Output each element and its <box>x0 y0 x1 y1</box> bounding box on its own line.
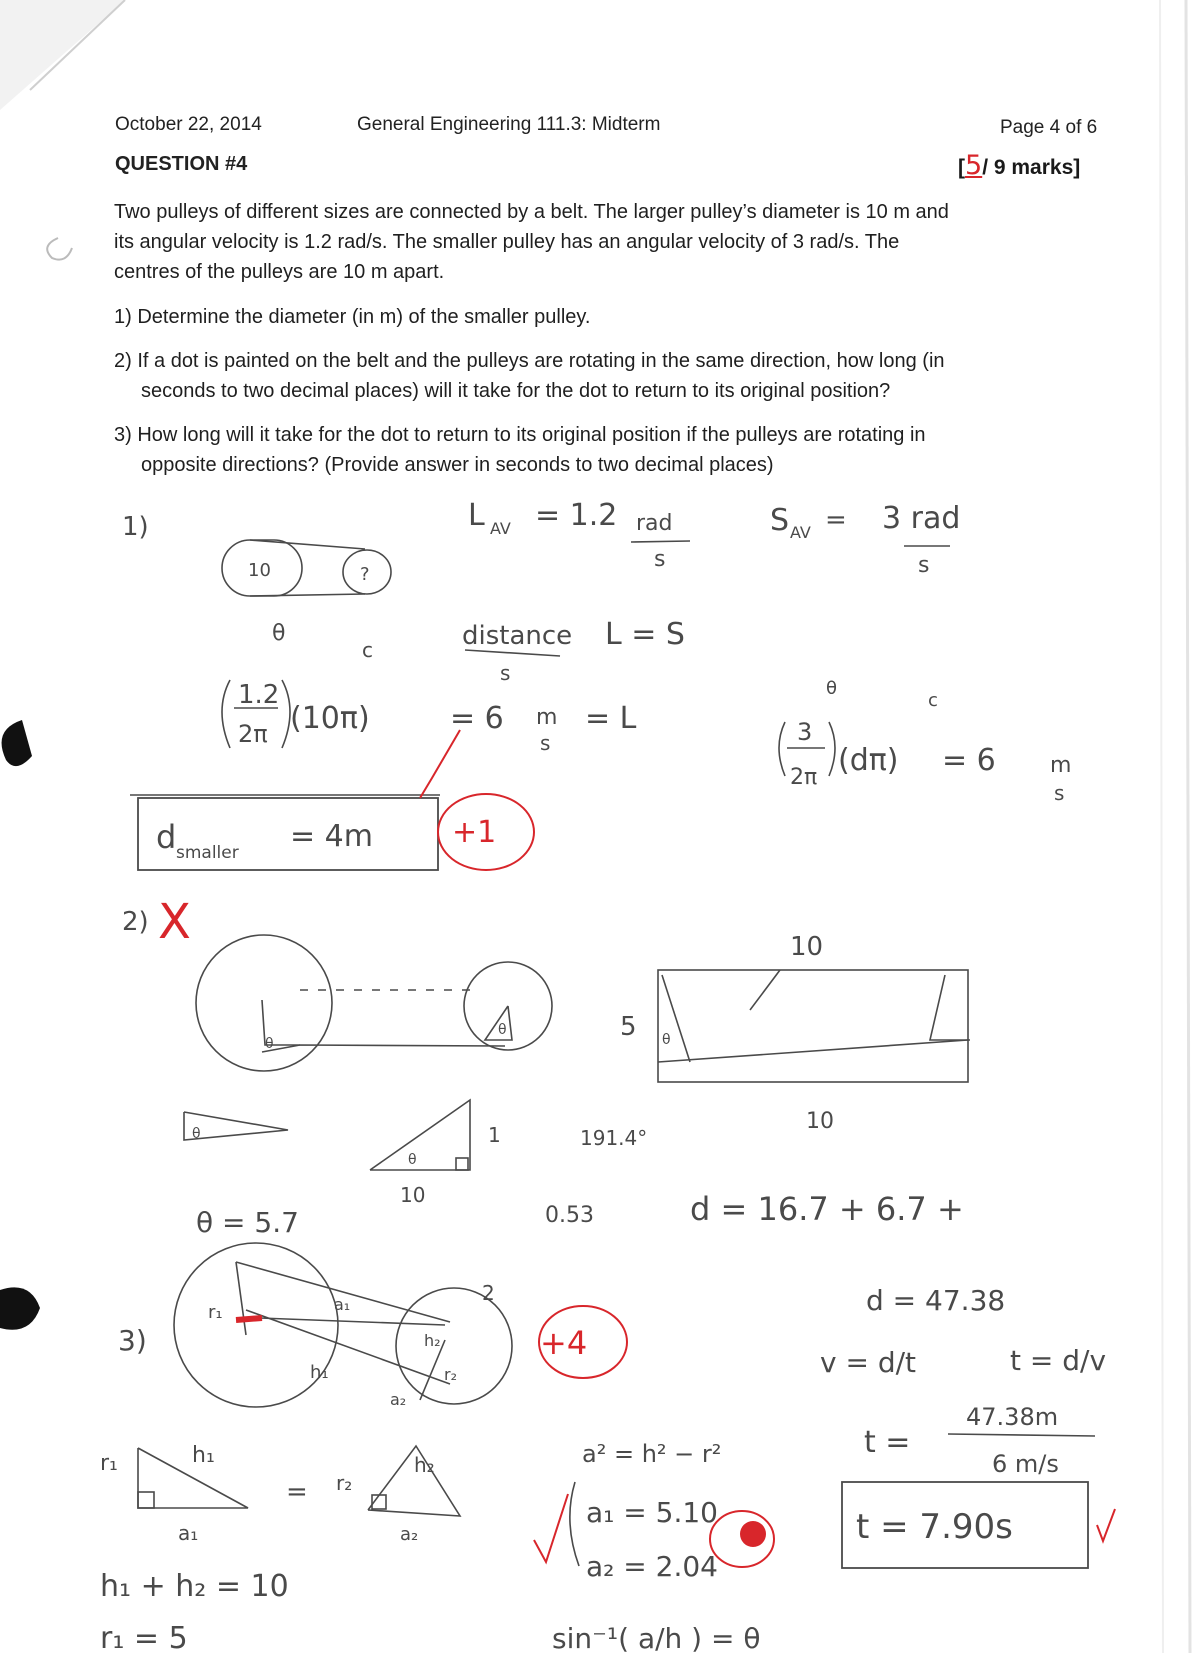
fraction2-multiplier: (dπ) <box>838 743 899 778</box>
distance-equation: L = S <box>605 617 685 652</box>
lav-equation: = 1.2 <box>535 498 618 533</box>
theta-label-1: θ <box>272 621 286 646</box>
marks-open: [ <box>958 156 965 179</box>
triangle-equals: = <box>286 1477 308 1507</box>
theta-small-4: θ <box>192 1126 201 1142</box>
time-equation: t = d/v <box>1010 1344 1107 1377</box>
angle-value: 191.4° <box>580 1126 648 1150</box>
a1-sketch: a₁ <box>334 1295 351 1314</box>
triangle1-h1: h₁ <box>192 1443 215 1468</box>
q3-line-2: opposite directions? (Provide answer in seconds to two decimal places) <box>141 454 774 476</box>
fraction1-unit-num: m <box>536 705 558 730</box>
a2-sketch: a₂ <box>390 1390 407 1409</box>
fraction2-unit-num: m <box>1050 753 1072 778</box>
lav-symbol: L <box>468 498 485 533</box>
pulley-large-part2 <box>196 935 332 1071</box>
red-dot <box>740 1521 766 1547</box>
intro-line-1: Two pulleys of different sizes are connected by a belt. The larger pulley’s diameter is 10 m and <box>114 201 949 223</box>
course-title: General Engineering 111.3: Midterm <box>357 114 661 135</box>
label-part2: 2) <box>122 907 149 937</box>
fraction1-multiplier: (10π) <box>290 701 370 736</box>
a2-value: a₂ = 2.04 <box>586 1550 718 1583</box>
fraction2-result: = 6 <box>942 743 996 778</box>
fraction1-tail: = L <box>585 701 637 736</box>
q2-line-1: 2) If a dot is painted on the belt and the pulleys are rotating in the same direction, how long (in <box>114 350 945 372</box>
triangle1-r1: r₁ <box>100 1451 118 1476</box>
cross-mark-part2: X <box>158 894 191 950</box>
sav-value: 3 rad <box>882 501 961 536</box>
time-fraction-den: 6 m/s <box>992 1450 1059 1478</box>
triangle1-a1: a₁ <box>178 1521 199 1545</box>
velocity-equation: v = d/t <box>820 1346 917 1379</box>
answer1-value: = 4m <box>290 819 373 854</box>
theta-small-2: θ <box>498 1022 507 1038</box>
sav-equals: = <box>825 505 847 535</box>
marks-total: / 9 marks] <box>982 156 1081 179</box>
q3-line-1: 3) How long will it take for the dot to return to its original position if the pulleys are rotating in <box>114 424 926 446</box>
exam-date: October 22, 2014 <box>115 114 262 135</box>
h-sum: h₁ + h₂ = 10 <box>100 1569 289 1604</box>
fraction1-numerator: 1.2 <box>238 680 280 710</box>
fraction2-unit-den: s <box>1054 781 1065 805</box>
per-second-1: s <box>654 547 666 572</box>
two-label: 2 <box>482 1281 495 1305</box>
triangle2-a2: a₂ <box>400 1524 419 1545</box>
r1-value: r₁ = 5 <box>100 1621 188 1653</box>
fraction2-numerator: 3 <box>797 718 813 746</box>
final-answer: t = 7.90s <box>856 1507 1013 1547</box>
lav-subscript: AV <box>490 519 511 538</box>
triangle-side-ten: 10 <box>400 1183 426 1207</box>
value-053: 0.53 <box>545 1203 594 1228</box>
answer1-d: d <box>156 818 177 856</box>
pythagoras-equation: a² = h² − r² <box>582 1440 722 1468</box>
sav-subscript: AV <box>790 523 811 542</box>
r2-sketch: r₂ <box>444 1365 457 1384</box>
check-mark-part3 <box>534 1494 568 1562</box>
check-mark-part1 <box>420 730 460 798</box>
fraction1-denominator: 2π <box>238 720 268 748</box>
h2-sketch: h₂ <box>424 1331 441 1350</box>
intro-line-3: centres of the pulleys are 10 m apart. <box>114 261 445 283</box>
distance-sum: d = 16.7 + 6.7 + <box>690 1190 964 1228</box>
fraction1-result: = 6 <box>450 701 504 736</box>
a1-value: a₁ = 5.10 <box>586 1496 718 1529</box>
c-label-1: c <box>362 638 373 662</box>
theta-small-3: θ <box>662 1032 671 1048</box>
triangle2-h2: h₂ <box>414 1453 435 1477</box>
fraction1-unit-den: s <box>540 731 551 755</box>
d-value: d = 47.38 <box>866 1284 1006 1317</box>
theta-small-1: θ <box>265 1036 274 1052</box>
r1-sketch: r₁ <box>208 1302 223 1323</box>
marks-score: 5 <box>965 150 983 181</box>
check-mark-final <box>1097 1509 1115 1541</box>
rad-unit-1: rad <box>636 511 673 536</box>
triangle-side-one: 1 <box>488 1123 501 1147</box>
pulley-large-label: 10 <box>248 560 271 581</box>
pulley-small-label: ? <box>360 564 370 585</box>
question-part-1: 1) Determine the diameter (in m) of the smaller pulley. <box>114 306 591 328</box>
rect-top-label: 10 <box>790 932 824 962</box>
q2-line-2: seconds to two decimal places) will it take for the dot to return to its original position? <box>141 380 891 402</box>
triangle2-r2: r₂ <box>336 1471 353 1495</box>
label-part3: 3) <box>118 1324 147 1357</box>
fraction2-denominator: 2π <box>790 765 818 790</box>
theta-small-5: θ <box>408 1152 417 1168</box>
pulley-small-part3 <box>396 1288 512 1404</box>
sav-symbol: S <box>770 503 790 538</box>
rect-bottom-label: 10 <box>806 1109 834 1134</box>
theta-label-2: θ <box>826 678 838 699</box>
rectangle-sketch <box>658 970 968 1082</box>
distance-denominator: s <box>500 661 511 685</box>
page-number: Page 4 of 6 <box>1000 117 1098 138</box>
distance-label: distance <box>462 621 573 651</box>
rect-side-label: 5 <box>620 1012 637 1042</box>
c-label-2: c <box>928 690 938 711</box>
per-second-2: s <box>918 553 930 578</box>
score-part3: +4 <box>540 1324 588 1362</box>
time-fraction-num: 47.38m <box>966 1403 1059 1431</box>
intro-line-2: its angular velocity is 1.2 rad/s. The smaller pulley has an angular velocity of 3 rad/s. The <box>114 231 900 253</box>
question-number: QUESTION #4 <box>115 153 248 175</box>
theta-value: θ = 5.7 <box>196 1206 299 1239</box>
answer1-subscript: smaller <box>176 843 239 863</box>
score-part1: +1 <box>452 815 497 850</box>
arcsin-equation: sin⁻¹( a/h ) = θ <box>552 1622 761 1653</box>
time-lhs: t = <box>864 1425 911 1460</box>
label-part1: 1) <box>122 512 149 542</box>
h1-sketch: h₁ <box>310 1362 329 1383</box>
